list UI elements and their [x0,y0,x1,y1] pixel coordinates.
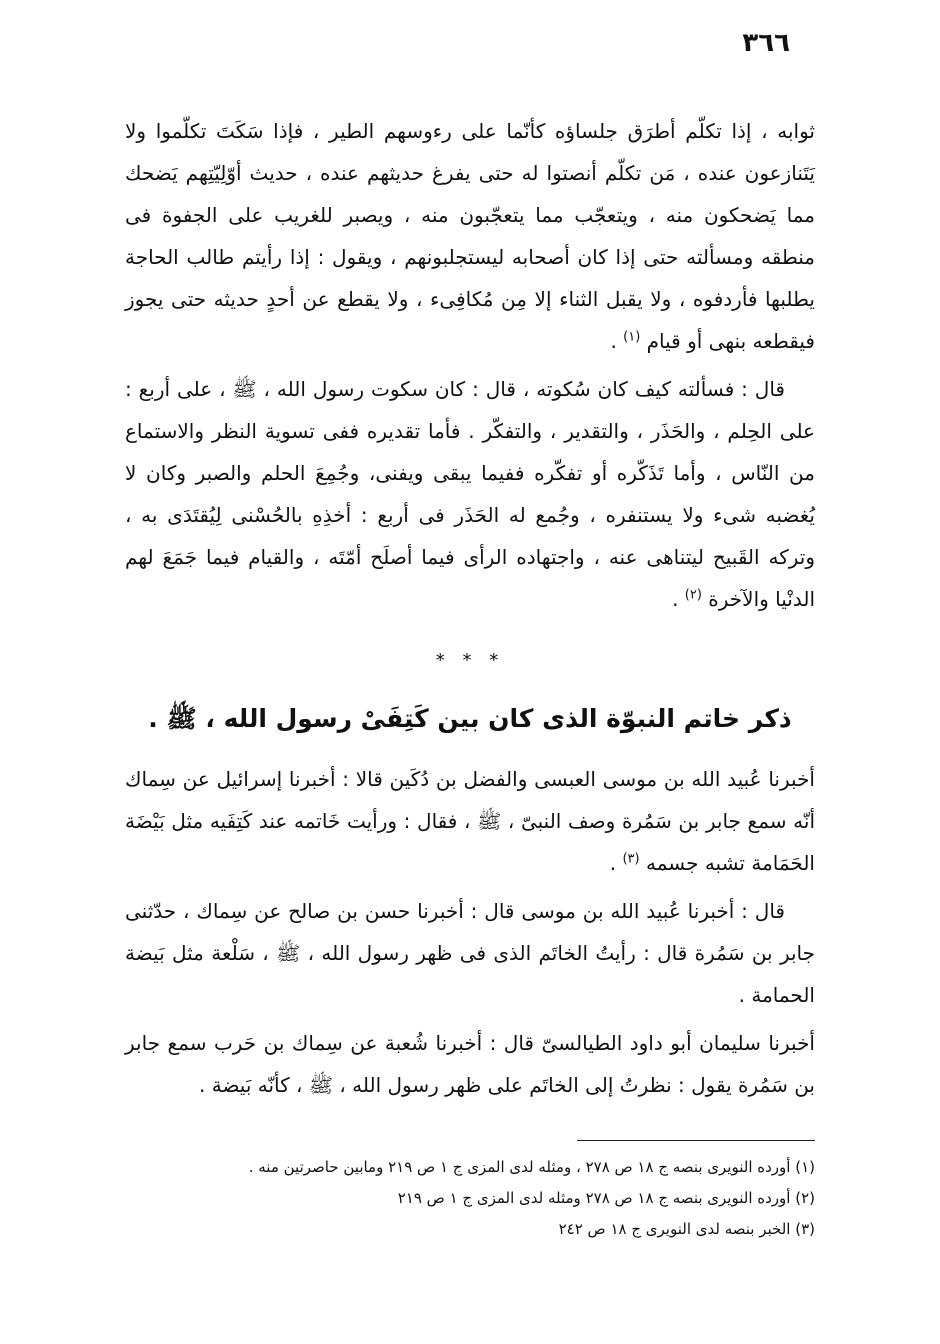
footnote: (٢) أورده النويرى بنصه ج ١٨ ص ٢٧٨ ومثله لدى المزى ج ١ ص ٢١٩ [397,1189,815,1207]
section-heading: ذكر خاتم النبوّة الذى كان بين كَتِفَىْ رسول الله ، ﷺ . [148,704,792,733]
footnotes [125,1152,815,1245]
paragraph-text: قال : أخبرنا عُبيد الله بن موسى قال : أخبرنا حسن بن صالح عن سِماك ، حدّثنى جابر بن سَمُرة قال : رأيتُ الخاتَم الذى فى ظهر رسول الله ، ﷺ ، سَلْعة مثل بَيضة الحمامة . [125,899,815,1007]
paragraph [125,1022,815,1106]
paragraph [125,110,815,362]
footnote-ref: (٣) [622,851,640,867]
paragraph-text: أخبرنا سليمان أبو داود الطيالسىّ قال : أخبرنا شُعبة عن سِماك بن حَرب سمع جابر بن سَمُرة يقول : نظرتُ إلى الخاتَم على ظهر رسول الله ، ﷺ ، كأنّه بَيضة . [125,1031,815,1097]
paragraph [125,368,815,620]
footnote-separator [577,1140,815,1141]
paragraph-text: ثوابه ، إذا تكلّم أطرَق جلساؤه كأنّما على رءوسهم الطير ، فإذا سَكَتَ تكلّموا ولا يَتَنازعون عنده ، مَن تكلّم أنصتوا له حتى يفرغ حديثهم عنده ، حديث أوّلِيّتِهم يَضحك مما يَضحكون منه ، ويتعجّب مما يتعجّبون منه ، ويصبر للغريب على الجفوة فى منطقه ومسألته حتى إذا كان أصحابه ليستجلبونهم ، ويقول : إذا رأيتم طالب الحاجة يطلبها فأردفوه ، ولا يقبل الثناء إلا مِن مُكافِىء ، ولا يقطع عن أحدٍ حديثه حتى يجوز فيقطعه بنهى أو قيام [125,119,815,353]
paragraph [125,890,815,1016]
paragraph-text: قال : فسألته كيف كان سُكوته ، قال : كان سكوت رسول الله ، ﷺ ، على أربع : على الحِلم ، والحَذَر ، والتقدير ، والتفكّر . فأما تقديره ففى تسوية النظر والاستماع من النّاس ، وأما تَذَكّره أو تفكّره ففيما يبقى ويفنى، وجُمِعَ الحلم والصبر وكان لا يُغضبه شىء ولا يستنفره ، وجُمع له الحَذَر فى أربع : أخذِهِ بالحُسْنى لِيُقتَدَى به ، وتركه القَبيح ليتناهى عنه ، واجتهاده الرأى فيما أصلَح أمّتَه ، والقيام فيما جَمَعَ لهم الدنْيا والآخرة [125,377,815,611]
paragraph-end: . [609,851,623,875]
paragraph [125,758,815,884]
section-divider-stars: * * * [435,650,505,671]
footnote: (٣) الخبر بنصه لدى النويرى ج ١٨ ص ٢٤٢ [558,1220,815,1238]
paragraph-text: أخبرنا عُبيد الله بن موسى العبسى والفضل بن دُكَين قالا : أخبرنا إسرائيل عن سِماك أنّه سمع جابر بن سَمُرة وصف النبىّ ، ﷺ ، فقال : ورأيت خَاتمه عند كَتِفَيه مثل بَيْضَة الحَمَامة تشبه جسمه [125,767,815,875]
footnote-ref: (١) [623,329,641,345]
footnote: (١) أورده النويرى بنصه ج ١٨ ص ٢٧٨ ، ومثله لدى المزى ج ١ ص ٢١٩ ومابين حاصرتين منه . [248,1158,815,1176]
main-text [125,110,815,1112]
paragraph-end: . [610,329,624,353]
page-number: ٣٦٦ [742,28,790,58]
paragraph-end: . [672,587,685,611]
footnote-ref: (٢) [684,587,702,603]
